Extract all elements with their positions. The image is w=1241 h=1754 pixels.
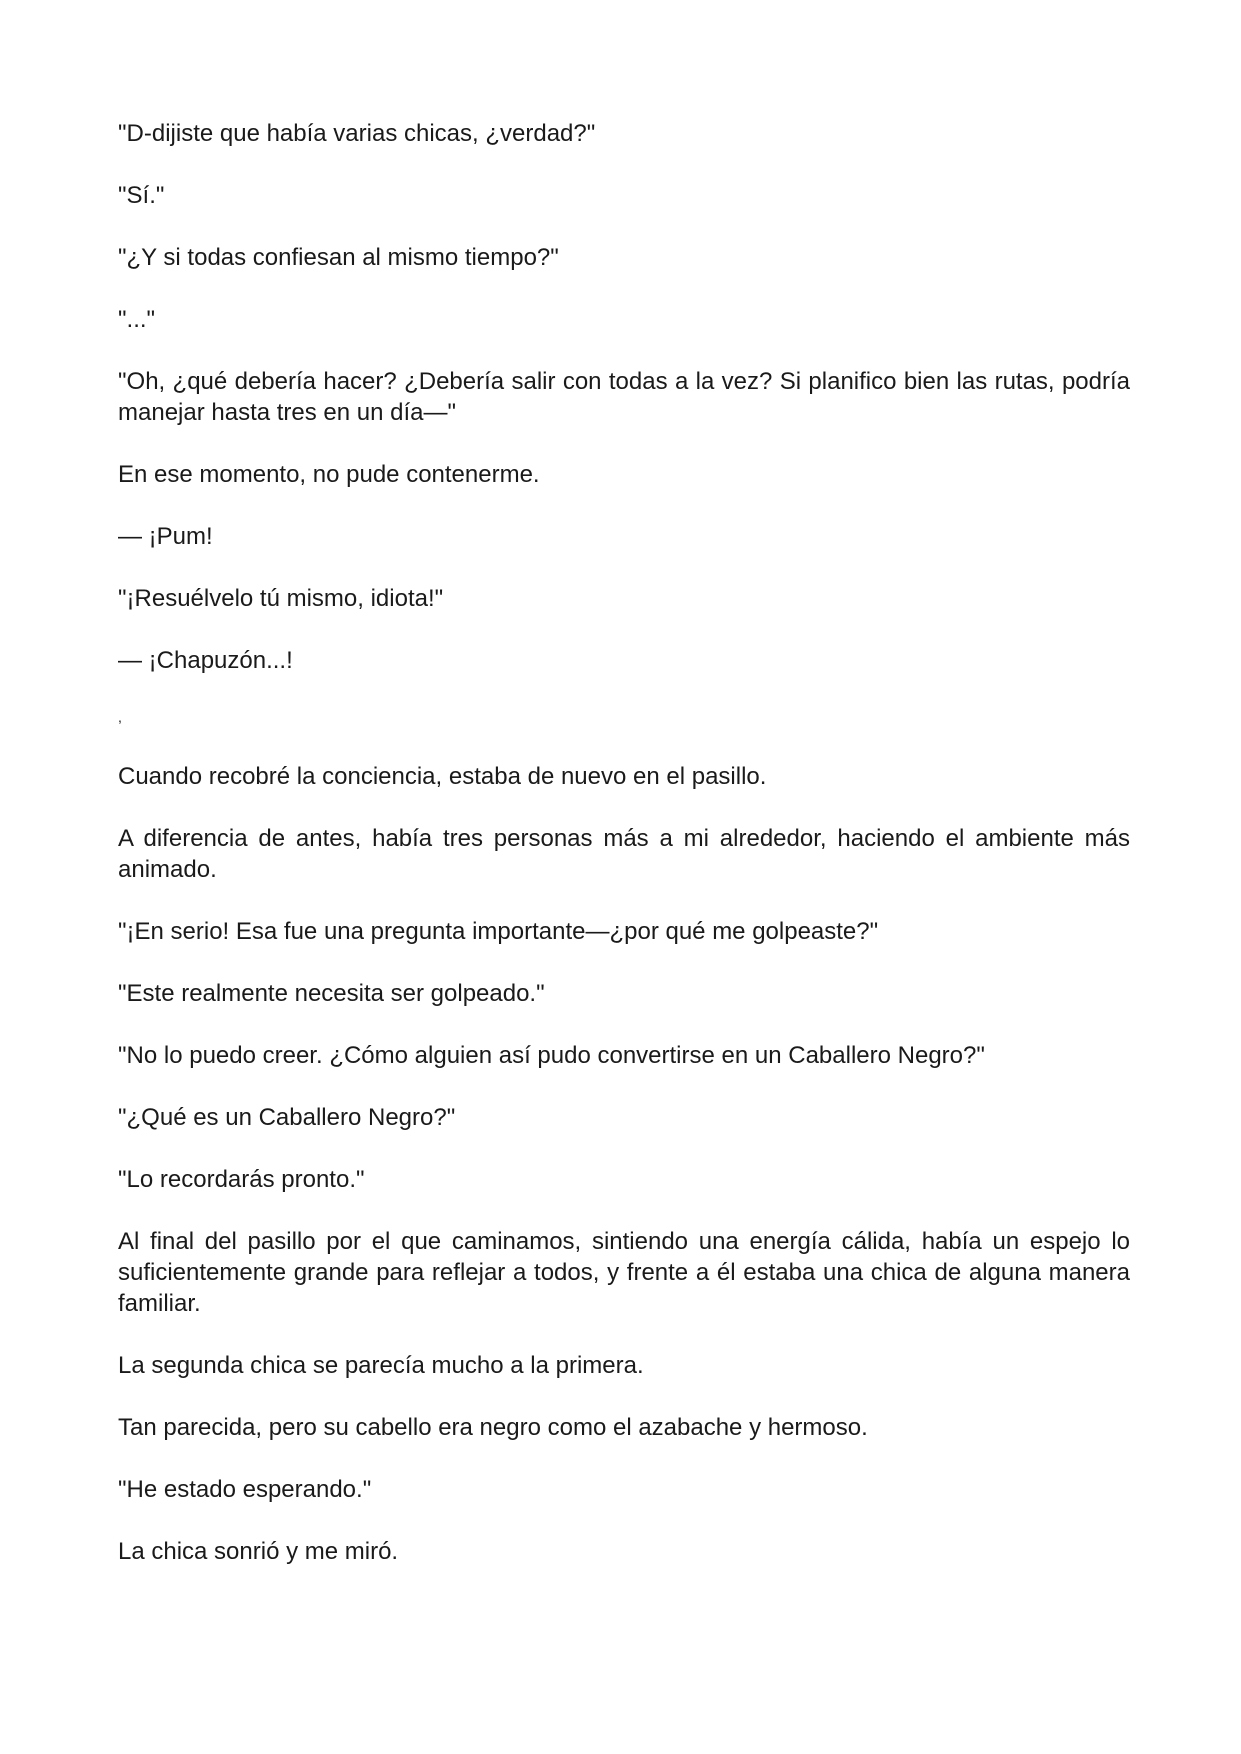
paragraph-15: "¿Qué es un Caballero Negro?" (118, 1104, 456, 1131)
paragraph-6: En ese momento, no pude contenerme. (118, 461, 540, 488)
document-body (118, 118, 1130, 1598)
paragraph-1: "D-dijiste que había varias chicas, ¿verdad?" (118, 120, 596, 147)
paragraph-5: "Oh, ¿qué debería hacer? ¿Debería salir con todas a la vez? Si planifico bien las rutas, podría manejar hasta tres en un día—" (118, 368, 1130, 426)
paragraph-14: "No lo puedo creer. ¿Cómo alguien así pudo convertirse en un Caballero Negro?" (118, 1042, 985, 1069)
paragraph-19: Tan parecida, pero su cabello era negro como el azabache y hermoso. (118, 1414, 868, 1441)
paragraph-8: "¡Resuélvelo tú mismo, idiota!" (118, 585, 444, 612)
paragraph-20: "He estado esperando." (118, 1476, 372, 1503)
paragraph-16: "Lo recordarás pronto." (118, 1166, 365, 1193)
paragraph-7: — ¡Pum! (118, 523, 213, 550)
paragraph-3: "¿Y si todas confiesan al mismo tiempo?" (118, 244, 559, 271)
paragraph-12: "¡En serio! Esa fue una pregunta importante—¿por qué me golpeaste?" (118, 918, 879, 945)
paragraph-10: Cuando recobré la conciencia, estaba de nuevo en el pasillo. (118, 763, 767, 790)
paragraph-17: Al final del pasillo por el que caminamos, sintiendo una energía cálida, había un espejo lo suficientemente grande para reflejar a todos, y frente a él estaba una chica de alguna manera familiar. (118, 1228, 1130, 1317)
paragraph-18: La segunda chica se parecía mucho a la primera. (118, 1352, 644, 1379)
paragraph-13: "Este realmente necesita ser golpeado." (118, 980, 545, 1007)
paragraph-9: — ¡Chapuzón...! (118, 647, 293, 674)
paragraph-21: La chica sonrió y me miró. (118, 1538, 399, 1565)
paragraph-2: "Sí." (118, 182, 165, 209)
scene-break-mark: , (118, 709, 122, 725)
paragraph-11: A diferencia de antes, había tres personas más a mi alrededor, haciendo el ambiente más animado. (118, 825, 1130, 883)
paragraph-4: "..." (118, 306, 156, 333)
